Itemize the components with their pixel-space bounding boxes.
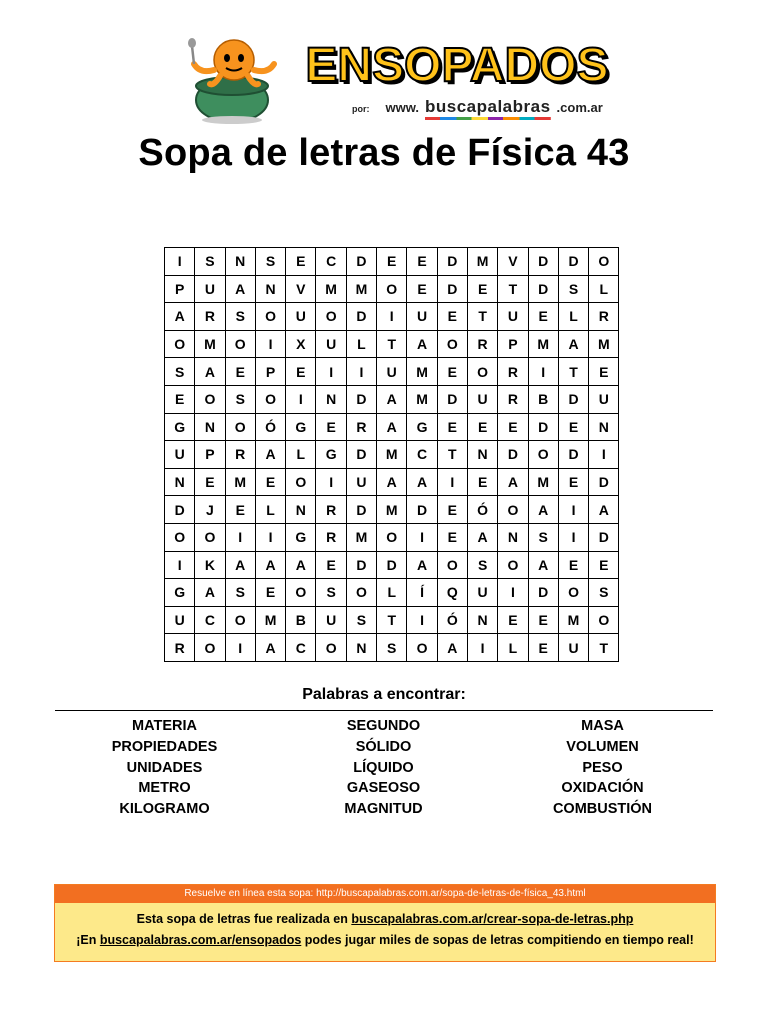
grid-cell: A	[407, 330, 437, 358]
grid-row	[165, 496, 619, 524]
grid-cell: E	[437, 523, 467, 551]
grid-cell: Ó	[437, 606, 467, 634]
grid-cell: E	[558, 413, 588, 441]
grid-cell: M	[195, 330, 225, 358]
grid-cell: A	[255, 634, 285, 662]
grid-cell: A	[528, 551, 558, 579]
grid-row	[165, 634, 619, 662]
grid-cell: A	[377, 385, 407, 413]
word-item: MASA	[581, 718, 624, 734]
grid-cell: R	[316, 496, 346, 524]
grid-cell: I	[346, 358, 376, 386]
grid-cell: O	[437, 330, 467, 358]
grid-cell: T	[589, 634, 619, 662]
grid-cell: D	[346, 303, 376, 331]
grid-cell: A	[195, 579, 225, 607]
grid-cell: D	[558, 248, 588, 276]
grid-cell: E	[589, 551, 619, 579]
grid-cell: I	[589, 441, 619, 469]
grid-cell: E	[437, 303, 467, 331]
word-item: METRO	[138, 780, 191, 797]
grid-cell: R	[589, 303, 619, 331]
grid-cell: I	[467, 634, 497, 662]
grid-cell: S	[589, 579, 619, 607]
word-item: OXIDACIÓN	[561, 780, 644, 797]
grid-cell: E	[377, 248, 407, 276]
grid-cell: N	[195, 413, 225, 441]
grid-cell: C	[286, 634, 316, 662]
grid-cell: D	[346, 385, 376, 413]
grid-cell: E	[558, 551, 588, 579]
grid-row	[165, 248, 619, 276]
grid-cell: D	[589, 523, 619, 551]
grid-cell: A	[558, 330, 588, 358]
grid-row	[165, 551, 619, 579]
grid-cell: D	[528, 413, 558, 441]
grid-cell: E	[225, 358, 255, 386]
grid-cell: S	[558, 275, 588, 303]
grid-cell: O	[528, 441, 558, 469]
grid-cell: I	[286, 385, 316, 413]
octopus-mascot-icon	[184, 34, 280, 126]
grid-cell: P	[165, 275, 195, 303]
word-item: PESO	[582, 759, 623, 776]
grid-cell: E	[225, 496, 255, 524]
footer-online-link[interactable]: Resuelve en línea esta sopa: http://buscapalabras.com.ar/sopa-de-letras-de-física_43.html	[55, 885, 715, 903]
grid-cell: O	[195, 634, 225, 662]
grid-cell: I	[316, 468, 346, 496]
grid-cell: R	[225, 441, 255, 469]
grid-cell: O	[286, 579, 316, 607]
grid-cell: O	[255, 303, 285, 331]
logo-www: www.	[385, 100, 419, 115]
brand-logo	[300, 34, 614, 96]
grid-cell: M	[377, 496, 407, 524]
word-item: UNIDADES	[126, 759, 203, 776]
grid-cell: Q	[437, 579, 467, 607]
create-puzzle-link[interactable]: buscapalabras.com.ar/crear-sopa-de-letras.php	[351, 912, 634, 926]
grid-cell: E	[255, 579, 285, 607]
grid-cell: E	[467, 413, 497, 441]
grid-row	[165, 579, 619, 607]
grid-cell: E	[467, 275, 497, 303]
grid-cell: G	[316, 441, 346, 469]
grid-cell: D	[346, 248, 376, 276]
word-column	[55, 716, 274, 820]
grid-cell: S	[316, 579, 346, 607]
grid-cell: U	[377, 358, 407, 386]
grid-cell: N	[165, 468, 195, 496]
grid-cell: I	[377, 303, 407, 331]
grid-cell: O	[498, 496, 528, 524]
grid-cell: E	[286, 358, 316, 386]
grid-cell: O	[467, 358, 497, 386]
grid-cell: T	[558, 358, 588, 386]
grid-cell: E	[437, 413, 467, 441]
grid-cell: D	[407, 496, 437, 524]
grid-cell: R	[195, 303, 225, 331]
grid-cell: L	[558, 303, 588, 331]
header	[0, 0, 768, 125]
grid-cell: O	[589, 606, 619, 634]
grid-cell: D	[437, 275, 467, 303]
footer-line-1	[55, 912, 715, 926]
grid-cell: L	[255, 496, 285, 524]
grid-cell: O	[316, 303, 346, 331]
grid-cell: U	[165, 606, 195, 634]
grid-row	[165, 330, 619, 358]
grid-cell: T	[437, 441, 467, 469]
grid-cell: U	[316, 606, 346, 634]
grid-cell: E	[528, 303, 558, 331]
grid-cell: O	[225, 606, 255, 634]
grid-cell: A	[377, 413, 407, 441]
grid-cell: S	[528, 523, 558, 551]
grid-cell: L	[346, 330, 376, 358]
grid-cell: M	[377, 441, 407, 469]
grid-cell: E	[498, 606, 528, 634]
grid-cell: I	[316, 358, 346, 386]
grid-cell: G	[407, 413, 437, 441]
word-item: LÍQUIDO	[353, 759, 414, 776]
grid-cell: S	[225, 579, 255, 607]
grid-row	[165, 303, 619, 331]
grid-cell: A	[589, 496, 619, 524]
footer-line-2-pre: ¡En	[76, 933, 100, 947]
word-column	[493, 716, 712, 820]
grid-cell: S	[467, 551, 497, 579]
grid-cell: N	[346, 634, 376, 662]
grid-cell: E	[437, 358, 467, 386]
grid-row	[165, 606, 619, 634]
grid-cell: I	[165, 248, 195, 276]
grid-cell: E	[528, 634, 558, 662]
grid-cell: S	[165, 358, 195, 386]
grid-cell: D	[437, 248, 467, 276]
grid-cell: I	[407, 523, 437, 551]
grid-cell: D	[377, 551, 407, 579]
grid-cell: O	[165, 523, 195, 551]
grid-cell: A	[255, 441, 285, 469]
grid-cell: O	[558, 579, 588, 607]
logo-by: por:	[352, 104, 370, 114]
grid-cell: O	[437, 551, 467, 579]
grid-cell: Ó	[255, 413, 285, 441]
grid-cell: U	[467, 579, 497, 607]
grid-cell: L	[286, 441, 316, 469]
grid-cell: N	[589, 413, 619, 441]
grid-cell: I	[558, 496, 588, 524]
grid-cell: E	[589, 358, 619, 386]
grid-cell: S	[225, 303, 255, 331]
grid-cell: K	[195, 551, 225, 579]
grid-cell: B	[286, 606, 316, 634]
grid-cell: S	[255, 248, 285, 276]
grid-cell: R	[346, 413, 376, 441]
grid-cell: E	[407, 275, 437, 303]
page-title: Sopa de letras de Física 43	[138, 132, 630, 174]
grid-cell: R	[165, 634, 195, 662]
word-item: COMBUSTIÓN	[552, 801, 653, 818]
grid-cell: N	[498, 523, 528, 551]
grid-cell: D	[437, 385, 467, 413]
grid-cell: R	[498, 385, 528, 413]
grid-cell: T	[377, 606, 407, 634]
grid-cell: L	[589, 275, 619, 303]
grid-cell: M	[467, 248, 497, 276]
grid-cell: O	[286, 468, 316, 496]
grid-cell: M	[225, 468, 255, 496]
grid-cell: O	[346, 579, 376, 607]
grid-cell: I	[437, 468, 467, 496]
grid-cell: N	[316, 385, 346, 413]
grid-cell: A	[377, 468, 407, 496]
grid-cell: N	[255, 275, 285, 303]
footer-line-2-post: podes jugar miles de sopas de letras compitiendo en tiempo real!	[301, 933, 694, 947]
grid-cell: N	[225, 248, 255, 276]
grid-row	[165, 441, 619, 469]
grid-cell: O	[377, 275, 407, 303]
grid-row	[165, 358, 619, 386]
grid-row	[165, 385, 619, 413]
grid-cell: A	[255, 551, 285, 579]
word-item: PROPIEDADES	[111, 738, 218, 755]
grid-cell: S	[377, 634, 407, 662]
grid-cell: N	[467, 441, 497, 469]
grid-cell: N	[286, 496, 316, 524]
grid-cell: D	[528, 275, 558, 303]
grid-cell: N	[467, 606, 497, 634]
word-column	[274, 716, 493, 820]
grid-cell: A	[407, 551, 437, 579]
divider	[55, 710, 713, 711]
grid-cell: U	[286, 303, 316, 331]
grid-cell: I	[255, 523, 285, 551]
grid-cell: O	[316, 634, 346, 662]
grid-cell: P	[498, 330, 528, 358]
grid-row	[165, 523, 619, 551]
grid-cell: E	[316, 413, 346, 441]
grid-cell: A	[225, 551, 255, 579]
grid-cell: U	[407, 303, 437, 331]
logo-subtitle	[352, 97, 622, 119]
grid-cell: I	[255, 330, 285, 358]
grid-cell: P	[195, 441, 225, 469]
grid-cell: M	[407, 385, 437, 413]
grid-row	[165, 275, 619, 303]
grid-cell: C	[407, 441, 437, 469]
grid-cell: M	[346, 275, 376, 303]
grid-cell: D	[589, 468, 619, 496]
grid-cell: M	[346, 523, 376, 551]
word-list	[55, 716, 713, 820]
grid-cell: O	[377, 523, 407, 551]
grid-cell: T	[377, 330, 407, 358]
grid-cell: A	[528, 496, 558, 524]
grid-cell: O	[255, 385, 285, 413]
grid-cell: S	[195, 248, 225, 276]
grid-cell: C	[195, 606, 225, 634]
grid-cell: U	[316, 330, 346, 358]
grid-cell: B	[528, 385, 558, 413]
grid-cell: D	[528, 248, 558, 276]
grid-cell: U	[558, 634, 588, 662]
word-item: SEGUNDO	[346, 718, 421, 734]
grid-cell: D	[498, 441, 528, 469]
grid-cell: E	[316, 551, 346, 579]
grid-cell: E	[407, 248, 437, 276]
grid-cell: S	[346, 606, 376, 634]
grid-cell: T	[467, 303, 497, 331]
grid-cell: D	[558, 385, 588, 413]
grid-cell: I	[558, 523, 588, 551]
grid-cell: I	[225, 523, 255, 551]
grid-cell: E	[255, 468, 285, 496]
grid-cell: A	[437, 634, 467, 662]
grid-cell: Ó	[467, 496, 497, 524]
grid-cell: G	[165, 579, 195, 607]
grid-cell: U	[467, 385, 497, 413]
grid-row	[165, 413, 619, 441]
grid-cell: L	[498, 634, 528, 662]
grid-cell: R	[498, 358, 528, 386]
grid-cell: E	[528, 606, 558, 634]
grid-cell: U	[195, 275, 225, 303]
grid-cell: E	[165, 385, 195, 413]
grid-cell: O	[195, 385, 225, 413]
word-item: MAGNITUD	[344, 801, 423, 818]
grid-cell: T	[498, 275, 528, 303]
grid-cell: O	[589, 248, 619, 276]
ensopados-link[interactable]: buscapalabras.com.ar/ensopados	[99, 933, 302, 947]
grid-cell: M	[528, 330, 558, 358]
grid-cell: I	[165, 551, 195, 579]
grid-cell: P	[255, 358, 285, 386]
grid-cell: E	[467, 468, 497, 496]
grid-cell: A	[286, 551, 316, 579]
grid-cell: L	[377, 579, 407, 607]
grid-row	[165, 468, 619, 496]
footer-line-2	[55, 933, 715, 947]
grid-cell: E	[286, 248, 316, 276]
grid-cell: D	[346, 496, 376, 524]
grid-cell: U	[589, 385, 619, 413]
grid-cell: R	[316, 523, 346, 551]
grid-cell: U	[346, 468, 376, 496]
grid-cell: O	[498, 551, 528, 579]
word-item: SÓLIDO	[355, 738, 412, 755]
grid-cell: O	[225, 413, 255, 441]
grid-cell: M	[558, 606, 588, 634]
footer-line-1-text: Esta sopa de letras fue realizada en	[136, 912, 352, 926]
grid-cell: E	[558, 468, 588, 496]
grid-cell: A	[165, 303, 195, 331]
grid-cell: S	[225, 385, 255, 413]
grid-cell: E	[498, 413, 528, 441]
grid-cell: G	[286, 413, 316, 441]
word-item: MATERIA	[132, 718, 197, 734]
grid-cell: A	[195, 358, 225, 386]
grid-cell: J	[195, 496, 225, 524]
footer-box	[54, 884, 716, 962]
grid-cell: M	[255, 606, 285, 634]
word-item: VOLUMEN	[566, 738, 639, 755]
grid-cell: E	[437, 496, 467, 524]
grid-cell: O	[165, 330, 195, 358]
grid-cell: I	[225, 634, 255, 662]
grid-cell: V	[286, 275, 316, 303]
grid-cell: O	[225, 330, 255, 358]
grid-cell: A	[225, 275, 255, 303]
grid-cell: I	[528, 358, 558, 386]
logo-site: buscapalabras	[425, 97, 551, 120]
grid-cell: U	[498, 303, 528, 331]
grid-cell: D	[558, 441, 588, 469]
grid-cell: Í	[407, 579, 437, 607]
logo-tld: .com.ar	[556, 100, 603, 115]
grid-cell: X	[286, 330, 316, 358]
word-item: GASEOSO	[346, 780, 421, 797]
grid-cell: O	[195, 523, 225, 551]
grid-cell: M	[589, 330, 619, 358]
grid-cell: D	[346, 551, 376, 579]
grid-cell: I	[407, 606, 437, 634]
grid-cell: D	[346, 441, 376, 469]
grid-cell: V	[498, 248, 528, 276]
grid-cell: M	[316, 275, 346, 303]
grid-cell: R	[467, 330, 497, 358]
grid-cell: A	[467, 523, 497, 551]
grid-cell: A	[498, 468, 528, 496]
grid-cell: G	[286, 523, 316, 551]
grid-cell: C	[316, 248, 346, 276]
grid-cell: U	[165, 441, 195, 469]
word-search-grid	[164, 247, 619, 662]
words-title: Palabras a encontrar:	[302, 686, 466, 703]
grid-cell: D	[528, 579, 558, 607]
grid-cell: A	[407, 468, 437, 496]
grid-cell: O	[407, 634, 437, 662]
grid-cell: G	[165, 413, 195, 441]
grid-cell: M	[528, 468, 558, 496]
word-item: KILOGRAMO	[119, 801, 210, 818]
grid-cell: M	[407, 358, 437, 386]
brand-logo-text: ENSOPADOS	[305, 38, 609, 92]
grid-cell: I	[498, 579, 528, 607]
grid-cell: D	[165, 496, 195, 524]
grid-cell: E	[195, 468, 225, 496]
